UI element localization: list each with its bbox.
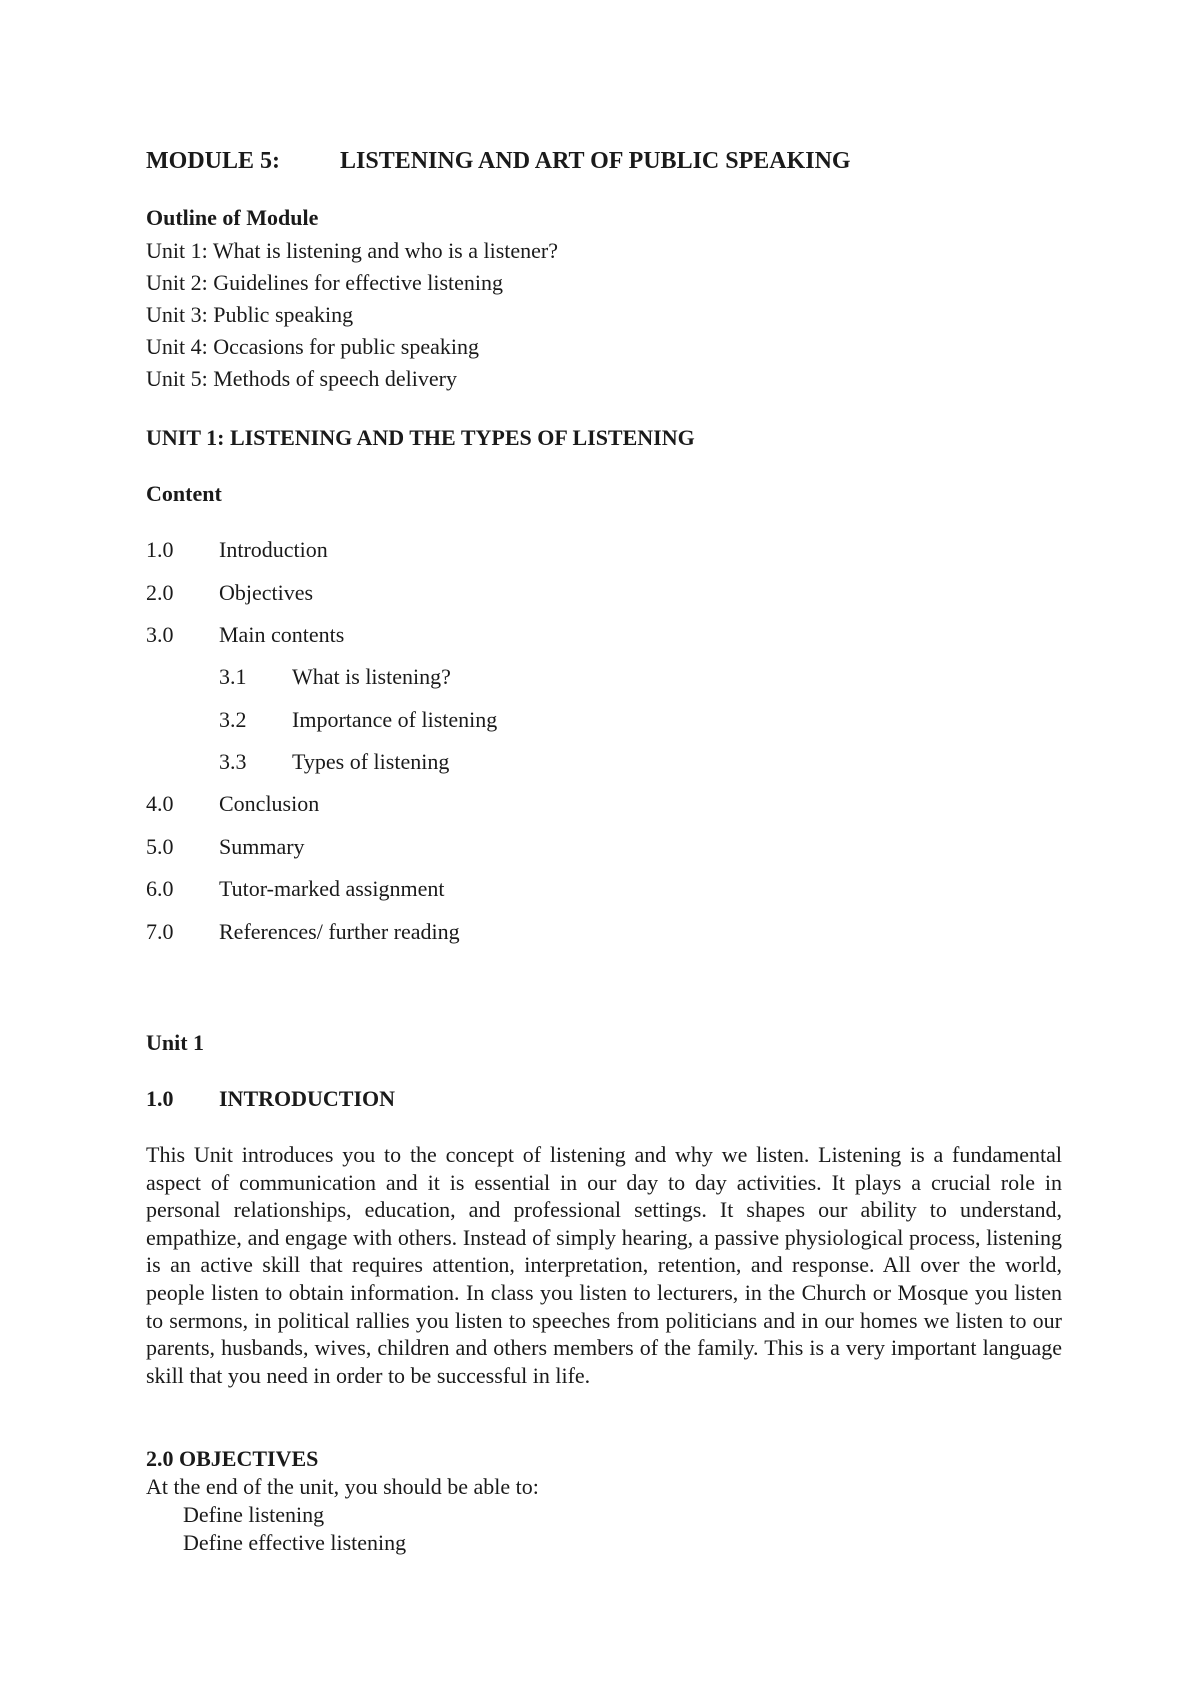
content-subitem xyxy=(219,664,451,690)
content-item xyxy=(146,622,344,648)
content-item-label: Main contents xyxy=(219,622,345,647)
content-item-number: 7.0 xyxy=(146,919,174,944)
content-item xyxy=(146,537,328,563)
content-item-label: Objectives xyxy=(219,580,314,605)
content-item-number: 5.0 xyxy=(146,834,174,859)
unit-label: Unit 1 xyxy=(146,1030,205,1055)
outline-unit-5: Unit 5: Methods of speech delivery xyxy=(146,366,457,391)
content-item-number: 2.0 xyxy=(146,580,174,605)
content-item xyxy=(146,876,444,902)
outline-heading: Outline of Module xyxy=(146,205,319,230)
content-item-number: 3.1 xyxy=(219,664,247,689)
content-heading: Content xyxy=(146,481,222,506)
content-item-label: Introduction xyxy=(219,537,328,562)
content-item-label: Summary xyxy=(219,834,305,859)
content-item-number: 3.0 xyxy=(146,622,174,647)
module-number: MODULE 5: xyxy=(146,148,280,174)
content-item-label: What is listening? xyxy=(292,664,451,689)
content-item-number: 1.0 xyxy=(146,537,174,562)
objective-item: Define listening xyxy=(183,1502,325,1527)
objectives-heading: 2.0 OBJECTIVES xyxy=(146,1446,319,1471)
introduction-paragraph: This Unit introduces you to the concept of listening and why we listen. Listening is a fundamental aspect of communication and it is essential in our day to day activities. It plays a crucial role in personal relationships, education, and professional settings. It shapes our ability to understand, empathize, and engage with others. Instead of simply hearing, a passive physiological process, listening is an active skill that requires attention, interpretation, retention, and response. All over the world, people listen to obtain information. In class you listen to lecturers, in the Church or Mosque you listen to sermons, in political rallies you listen to speeches from politicians and in our homes we listen to our parents, husbands, wives, children and others members of the family. This is a very important language skill that you need in order to be successful in life. xyxy=(146,1142,1062,1388)
objectives-intro: At the end of the unit, you should be able to: xyxy=(146,1474,539,1499)
content-item xyxy=(146,580,313,606)
outline-unit-2: Unit 2: Guidelines for effective listening xyxy=(146,270,504,295)
content-item xyxy=(146,919,460,945)
content-item-number: 3.3 xyxy=(219,749,247,774)
outline-unit-1: Unit 1: What is listening and who is a listener? xyxy=(146,238,559,263)
content-subitem xyxy=(219,707,497,733)
content-subitem xyxy=(219,749,449,775)
introduction-heading-text: INTRODUCTION xyxy=(219,1086,396,1111)
content-item xyxy=(146,834,305,860)
content-item-label: Tutor-marked assignment xyxy=(219,876,445,901)
content-item-label: Importance of listening xyxy=(292,707,498,732)
outline-unit-4: Unit 4: Occasions for public speaking xyxy=(146,334,479,359)
content-item-label: References/ further reading xyxy=(219,919,460,944)
introduction-number: 1.0 xyxy=(146,1086,174,1111)
outline-unit-3: Unit 3: Public speaking xyxy=(146,302,354,327)
introduction-heading xyxy=(146,1086,395,1112)
content-item xyxy=(146,791,319,817)
content-item-label: Conclusion xyxy=(219,791,320,816)
module-title-text: LISTENING AND ART OF PUBLIC SPEAKING xyxy=(340,148,851,174)
unit1-heading: UNIT 1: LISTENING AND THE TYPES OF LISTENING xyxy=(146,425,695,450)
objective-item: Define effective listening xyxy=(183,1530,407,1555)
content-item-number: 3.2 xyxy=(219,707,247,732)
content-item-number: 4.0 xyxy=(146,791,174,816)
content-item-number: 6.0 xyxy=(146,876,174,901)
module-title xyxy=(146,148,851,175)
content-item-label: Types of listening xyxy=(292,749,450,774)
